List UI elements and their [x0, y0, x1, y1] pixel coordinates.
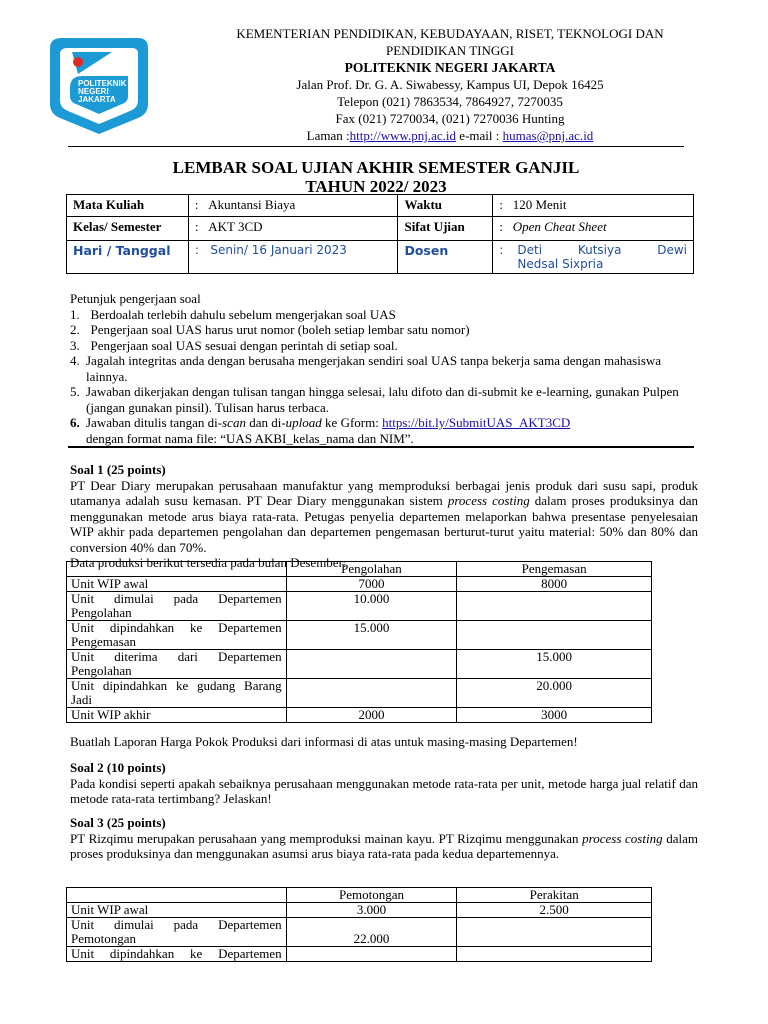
- sifat-value: Open Cheat Sheet: [512, 219, 607, 234]
- dosen-line-1: Deti Kutsiya Dewi: [517, 243, 687, 257]
- table-row: Unit dipindahkan ke gudang Barang Jadi 20.000: [67, 679, 652, 708]
- soal-3: [70, 815, 698, 862]
- colon: :: [499, 243, 504, 257]
- colon: :: [194, 197, 199, 212]
- soal-1: [70, 462, 698, 571]
- soal-1-data-intro: Data produksi berikut tersedia pada bulan Desember:: [70, 555, 347, 570]
- table-header: Pemotongan: [286, 888, 457, 903]
- soal-3-table: [66, 887, 652, 962]
- address: Jalan Prof. Dr. G. A. Siwabessy, Kampus UI, Depok 16425: [296, 77, 604, 92]
- ministry-line-2: PENDIDIKAN TINGGI: [386, 43, 514, 58]
- mata-kuliah-label: Mata Kuliah: [73, 197, 145, 212]
- soal-3-heading: Soal 3 (25 points): [70, 815, 166, 830]
- contact-line: [170, 127, 730, 144]
- hari-label: Hari / Tanggal: [73, 243, 171, 258]
- kelas-value: AKT 3CD: [208, 219, 263, 234]
- list-item: 5. Jawaban dikerjakan dengan tulisan tangan hingga selesai, lalu difoto dan di-submit ke e-learning, gunakan Pulpen (jangan gunakan pinsil). Tulisan harus terbaca.: [70, 384, 679, 415]
- soal-1-paragraph: PT Dear Diary merupakan perusahaan manufaktur yang memproduksi berbagai jenis produk dari susu sapi, produk utamanya adalah susu kemasan. PT Dear Diary menggunakan sistem process costing dalam proses produksinya dan menggunakan metode arus biaya rata-rata. Petugas penyelia departemen melaporkan bahwa presentase penyelesaian WIP akhir pada departemen pengolahan dan departemen pengemasan berturut-turut yaitu material: 50% dan 80% dan conversion 40% dan 70%.: [70, 477, 698, 555]
- table-header: Pengolahan: [286, 562, 457, 577]
- institution-name: POLITEKNIK NEGERI JAKARTA: [344, 60, 556, 75]
- web-link[interactable]: http://www.pnj.ac.id: [349, 128, 457, 143]
- table-header: Perakitan: [457, 888, 652, 903]
- list-item: 4. Jagalah integritas anda dengan berusaha mengerjakan sendiri soal UAS tanpa bekerja sama dengan mahasiswa lainnya.: [70, 353, 662, 384]
- soal-1-table: [66, 561, 652, 723]
- table-row: Unit dipindahkan ke Departemen: [67, 947, 652, 962]
- email-link[interactable]: humas@pnj.ac.id: [502, 128, 594, 143]
- instructions-list: [70, 307, 690, 447]
- table-row: Unit WIP awal 7000 8000: [67, 577, 652, 592]
- logo-text-2: NEGERI: [78, 87, 109, 96]
- institution-logo: [42, 30, 157, 140]
- kelas-label: Kelas/ Semester: [73, 219, 162, 234]
- table-row: Unit dipindahkan ke Departemen Pengemasan 15.000: [67, 621, 652, 650]
- email-label: e-mail :: [456, 128, 503, 143]
- colon: :: [194, 243, 199, 257]
- soal-2-heading: Soal 2 (10 points): [70, 760, 166, 775]
- exam-title: [68, 158, 684, 196]
- waktu-label: Waktu: [404, 197, 443, 212]
- sifat-label: Sifat Ujian: [404, 219, 465, 234]
- table-row: Unit WIP akhir 2000 3000: [67, 708, 652, 723]
- phone: Telepon (021) 7863534, 7864927, 7270035: [337, 94, 563, 109]
- table-row: Unit WIP awal 3.000 2.500: [67, 903, 652, 918]
- logo-text-1: POLITEKNIK: [78, 79, 127, 88]
- logo-text-3: JAKARTA: [78, 95, 116, 104]
- section-divider: [68, 446, 694, 448]
- title-line-2: TAHUN 2022/ 2023: [305, 177, 447, 196]
- table-row: Unit dimulai pada Departemen Pemotongan 22.000: [67, 918, 652, 947]
- fax: Fax (021) 7270034, (021) 7270036 Hunting: [335, 111, 565, 126]
- dosen-label: Dosen: [404, 243, 449, 258]
- submit-link[interactable]: https://bit.ly/SubmitUAS_AKT3CD: [382, 415, 571, 430]
- colon: :: [499, 219, 503, 234]
- table-row: Unit dimulai pada Departemen Pengolahan 10.000: [67, 592, 652, 621]
- letterhead: [170, 25, 730, 144]
- soal-1-task: Buatlah Laporan Harga Pokok Produksi dari informasi di atas untuk masing-masing Departemen!: [70, 734, 578, 749]
- colon: :: [499, 197, 503, 212]
- soal-3-paragraph: PT Rizqimu merupakan perusahaan yang memproduksi mainan kayu. PT Rizqimu menggunakan process costing dalam proses produksinya dan menggunakan asumsi arus biaya rata-rata pada kedua departemennya.: [70, 830, 698, 861]
- soal-2: [70, 760, 698, 807]
- waktu-value: 120 Menit: [512, 197, 567, 212]
- hari-value: Senin/ 16 Januari 2023: [210, 243, 347, 257]
- exam-info-table: [66, 194, 694, 274]
- table-header: Pengemasan: [457, 562, 652, 577]
- instructions-heading: Petunjuk pengerjaan soal: [70, 291, 201, 306]
- ministry-line-1: KEMENTERIAN PENDIDIKAN, KEBUDAYAAN, RISET, TEKNOLOGI DAN: [236, 26, 664, 41]
- web-label: Laman :: [306, 128, 350, 143]
- instructions: [70, 291, 690, 446]
- list-item: 6. Jawaban ditulis tangan di-scan dan di-upload ke Gform: https://bit.ly/SubmitUAS_AKT3CD dengan format nama file: “UAS AKBI_kelas_nama dan NIM”.: [70, 415, 571, 446]
- mata-kuliah-cell: [67, 195, 189, 217]
- mata-kuliah-value: Akuntansi Biaya: [208, 197, 296, 212]
- title-line-1: LEMBAR SOAL UJIAN AKHIR SEMESTER GANJIL: [172, 158, 580, 177]
- table-row: Unit diterima dari Departemen Pengolahan 15.000: [67, 650, 652, 679]
- dosen-line-2: Nedsal Sixpria: [517, 257, 604, 271]
- list-item: 3. Pengerjaan soal UAS sesuai dengan perintah di setiap soal.: [70, 337, 398, 353]
- header-divider: [68, 146, 684, 147]
- colon: :: [194, 219, 199, 234]
- soal-1-heading: Soal 1 (25 points): [70, 462, 166, 477]
- list-item: 1. Berdoalah terlebih dahulu sebelum mengerjakan soal UAS: [70, 306, 396, 322]
- list-item: 2. Pengerjaan soal UAS harus urut nomor (boleh setiap lembar satu nomor): [70, 322, 470, 337]
- soal-2-text: Pada kondisi seperti apakah sebaiknya perusahaan menggunakan metode rata-rata per unit, metode harga jual relatif dan metode rata-rata tertimbang? Jelaskan!: [70, 775, 698, 806]
